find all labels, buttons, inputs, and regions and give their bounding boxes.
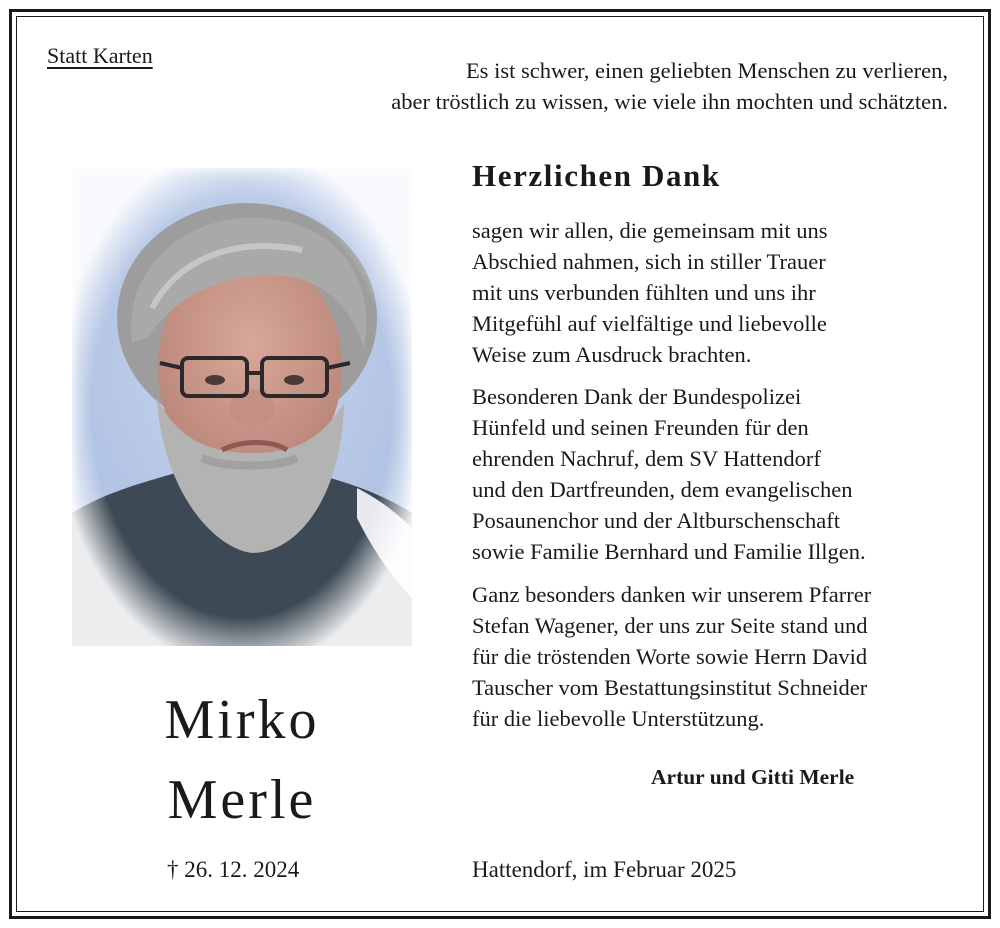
- paragraph-line: Mitgefühl auf vielfältige und liebevolle: [472, 311, 827, 336]
- paragraph-line: Posaunenchor und der Altburschenschaft: [472, 508, 841, 533]
- paragraph-line: mit uns verbunden fühlten und uns ihr: [472, 280, 816, 305]
- deceased-first-name: Mirko: [164, 689, 320, 751]
- paragraph-line: Tauscher vom Bestattungsinstitut Schneider: [472, 675, 868, 700]
- paragraph-line: für die liebevolle Unterstützung.: [472, 706, 765, 731]
- paragraph-line: für die tröstenden Worte sowie Herrn David: [472, 644, 868, 669]
- deceased-last-name: Merle: [167, 769, 317, 831]
- paragraph-line: Stefan Wagener, der uns zur Seite stand und: [472, 613, 868, 638]
- statt-karten-label: Statt Karten: [47, 43, 153, 68]
- death-date: † 26. 12. 2024: [167, 857, 300, 882]
- paragraph-line: Besonderen Dank der Bundespolizei: [472, 384, 802, 409]
- paragraph-line: sagen wir allen, die gemeinsam mit uns: [472, 218, 828, 243]
- paragraph-line: Weise zum Ausdruck brachten.: [472, 342, 752, 367]
- paragraph-line: und den Dartfreunden, dem evangelischen: [472, 477, 853, 502]
- paragraph-line: Abschied nahmen, sich in stiller Trauer: [472, 249, 826, 274]
- paragraph-line: Hünfeld und seinen Freunden für den: [472, 415, 809, 440]
- thanks-paragraph-1: [472, 215, 828, 370]
- paragraph-line: sowie Familie Bernhard und Familie Illgen.: [472, 539, 866, 564]
- motto-line: Es ist schwer, einen geliebten Menschen zu verlieren,: [465, 58, 948, 83]
- paragraph-line: ehrenden Nachruf, dem SV Hattendorf: [472, 446, 821, 471]
- portrait-photo: [72, 168, 412, 646]
- thanks-paragraph-2: [472, 381, 866, 567]
- motto-quote: [300, 55, 948, 117]
- thanks-title: Herzlichen Dank: [472, 158, 721, 193]
- thanks-paragraph-3: [472, 579, 871, 734]
- paragraph-line: Ganz besonders danken wir unserem Pfarrer: [472, 582, 872, 607]
- place-date: Hattendorf, im Februar 2025: [472, 857, 737, 882]
- motto-line: aber tröstlich zu wissen, wie viele ihn mochten und schätzten.: [391, 89, 948, 114]
- signers: Artur und Gitti Merle: [651, 765, 855, 789]
